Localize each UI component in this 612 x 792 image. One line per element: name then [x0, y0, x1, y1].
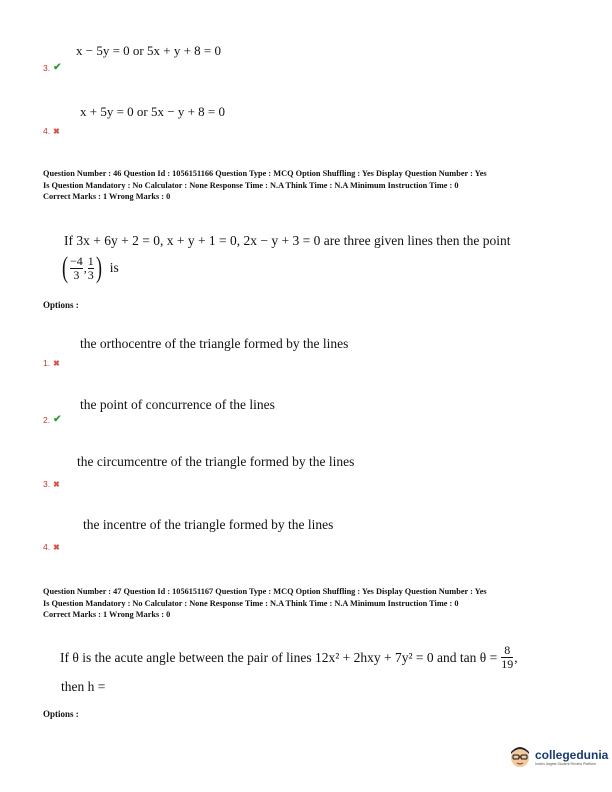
- question-text-line1: [60, 644, 518, 671]
- option-4-text: the incentre of the triangle formed by the lines: [83, 517, 334, 532]
- option-2-text: the point of concurrence of the lines: [80, 397, 275, 412]
- option-3-label: [43, 479, 60, 489]
- option-4-text: x + 5y = 0 or 5x − y + 8 = 0: [80, 104, 225, 119]
- option-2-label: [43, 414, 61, 425]
- point-expression: [60, 253, 119, 283]
- option-4-label: [43, 542, 60, 552]
- option-1-text: the orthocentre of the triangle formed by the lines: [80, 336, 349, 351]
- fraction-denominator: 19: [501, 657, 514, 671]
- question-tail: is: [109, 260, 119, 275]
- fraction-y: [88, 255, 94, 282]
- meta-line: Is Question Mandatory : No Calculator : None Response Time : N.A Think Time : N.A Minimum Instruction Time : 0: [43, 598, 459, 608]
- option-3-text: the circumcentre of the triangle formed by the lines: [77, 454, 355, 469]
- meta-line: Correct Marks : 1 Wrong Marks : 0: [43, 610, 171, 619]
- meta-line: Correct Marks : 1 Wrong Marks : 0: [43, 192, 171, 201]
- option-4-label: [43, 126, 60, 136]
- fraction-x: [70, 255, 83, 282]
- option-number: 1.: [43, 358, 51, 368]
- check-icon: ✔: [53, 414, 62, 425]
- left-paren: (: [62, 251, 68, 284]
- options-label: Options :: [43, 709, 79, 719]
- fraction-numerator: 1: [87, 253, 94, 268]
- option-number: 4.: [43, 542, 51, 552]
- meta-line: Question Number : 46 Question Id : 1056151166 Question Type : MCQ Option Shuffling : Yes Display Question Number : Yes: [43, 169, 487, 178]
- option-number: 2.: [43, 414, 51, 425]
- option-number: 4.: [43, 126, 51, 136]
- logo-name: collegedunia: [535, 748, 609, 762]
- right-paren: ): [95, 251, 102, 284]
- question-text: If 3x + 6y + 2 = 0, x + y + 1 = 0, 2x − y + 3 = 0 are three given lines then the point: [64, 233, 511, 248]
- mascot-icon: [508, 744, 532, 770]
- meta-line: Is Question Mandatory : No Calculator : None Response Time : N.A Think Time : N.A Minimum Instruction Time : 0: [43, 180, 459, 190]
- cross-icon: ✖: [53, 479, 60, 489]
- option-number: 3.: [43, 62, 51, 73]
- fraction-denominator: 3: [73, 267, 80, 282]
- question-text-line2: then h =: [61, 679, 106, 694]
- option-1-label: [43, 358, 60, 368]
- fraction-numerator: 8: [504, 643, 511, 657]
- comma: ,: [83, 260, 87, 275]
- option-3-label: [43, 62, 61, 73]
- fraction-numerator: −4: [70, 253, 83, 268]
- option-number: 3.: [43, 479, 51, 489]
- option-3-text: x − 5y = 0 or 5x + y + 8 = 0: [76, 43, 221, 58]
- comma: ,: [514, 649, 518, 665]
- tan-fraction: [501, 644, 513, 671]
- collegedunia-logo: [508, 744, 608, 770]
- cross-icon: ✖: [53, 542, 60, 552]
- fraction-denominator: 3: [87, 267, 94, 282]
- meta-line: Question Number : 47 Question Id : 1056151167 Question Type : MCQ Option Shuffling : Yes Display Question Number : Yes: [43, 587, 487, 596]
- question-meta: [43, 586, 487, 621]
- check-icon: ✔: [53, 62, 62, 73]
- cross-icon: ✖: [53, 126, 60, 136]
- question-text: If θ is the acute angle between the pair of lines 12x² + 2hxy + 7y² = 0 and tan θ =: [60, 649, 498, 665]
- question-meta: [43, 168, 487, 203]
- options-label: Options :: [43, 300, 79, 310]
- logo-tagline: India's largest Student Review Platform: [535, 762, 596, 766]
- cross-icon: ✖: [53, 358, 60, 368]
